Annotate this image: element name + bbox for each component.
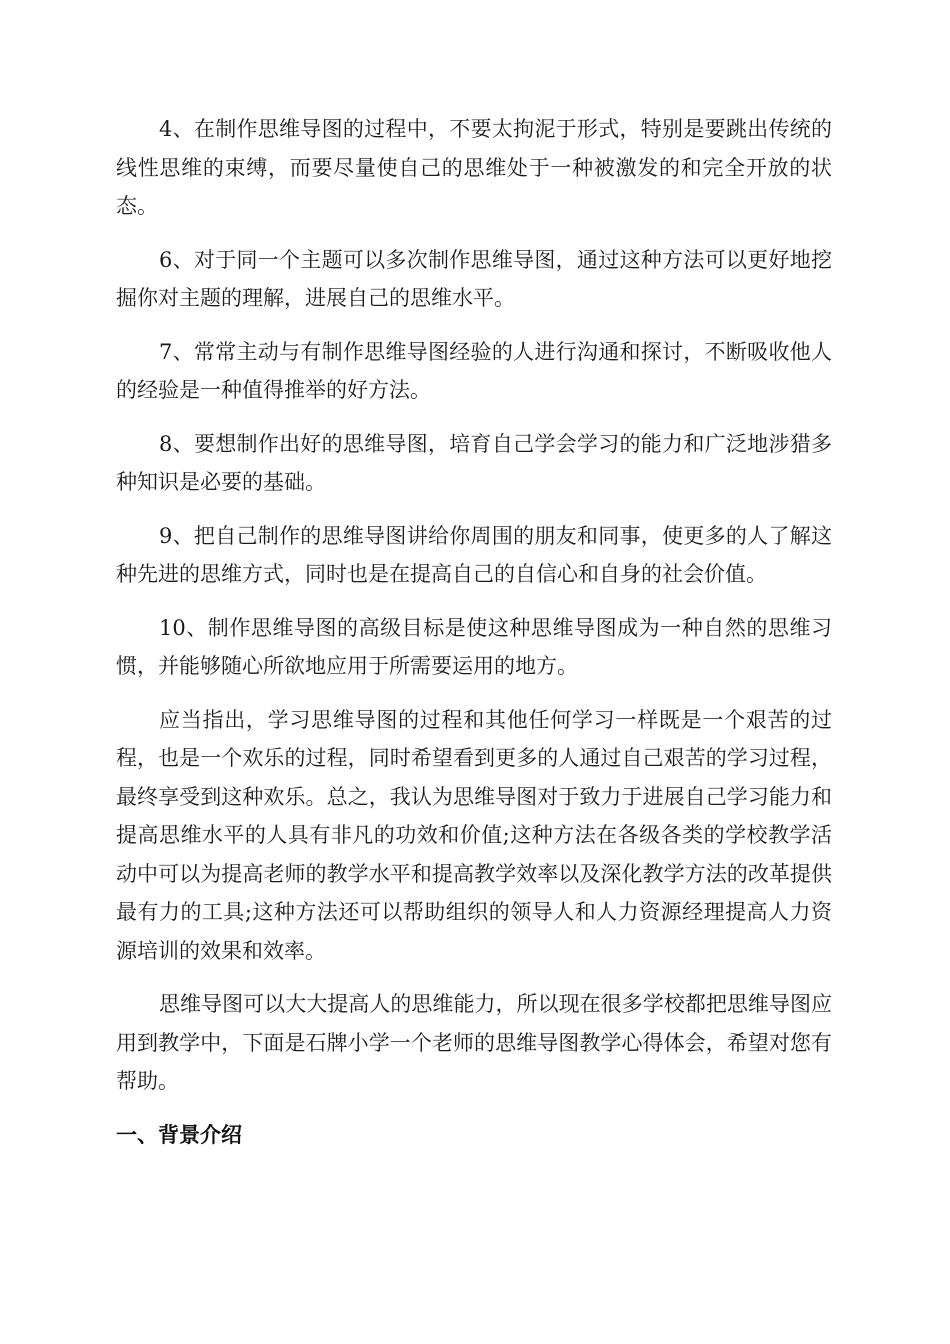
paragraph-conclusion: 应当指出，学习思维导图的过程和其他任何学习一样既是一个艰苦的过程，也是一个欢乐的过程，同时希望看到更多的人通过自己艰苦的学习过程，最终享受到这种欢乐。总之，我认为思维导图对于致力于进展自己学习能力和提高思维水平的人具有非凡的功效和价值;这种方法在各级各类的学校教学活动中可以为提高老师的教学水平和提高教学效率以及深化教学方法的改革提供最有力的工具;这种方法还可以帮助组织的领导人和人力资源经理提高人力资源培训的效果和效率。 [116, 707, 832, 963]
paragraph-tip-8: 8、要想制作出好的思维导图，培育自己学会学习的能力和广泛地涉猎多种知识是必要的基础。 [116, 431, 832, 494]
paragraph-tip-4: 4、在制作思维导图的过程中，不要太拘泥于形式，特别是要跳出传统的线性思维的束缚，而要尽量使自己的思维处于一种被激发的和完全开放的状态。 [116, 117, 832, 218]
section-heading-background: 一、背景介绍 [116, 1122, 242, 1147]
paragraph-tip-10: 10、制作思维导图的高级目标是使这种思维导图成为一种自然的思维习惯，并能够随心所欲地应用于所需要运用的地方。 [116, 615, 832, 678]
paragraph-introduction: 思维导图可以大大提高人的思维能力，所以现在很多学校都把思维导图应用到教学中，下面是石牌小学一个老师的思维导图教学心得体会，希望对您有帮助。 [116, 992, 832, 1093]
paragraph-tip-7: 7、常常主动与有制作思维导图经验的人进行沟通和探讨，不断吸收他人的经验是一种值得推举的好方法。 [116, 339, 832, 402]
paragraph-tip-9: 9、把自己制作的思维导图讲给你周围的朋友和同事，使更多的人了解这种先进的思维方式，同时也是在提高自己的自信心和自身的社会价值。 [116, 523, 832, 586]
paragraph-tip-6: 6、对于同一个主题可以多次制作思维导图，通过这种方法可以更好地挖掘你对主题的理解，进展自己的思维水平。 [116, 247, 832, 310]
document-body [116, 110, 832, 1154]
